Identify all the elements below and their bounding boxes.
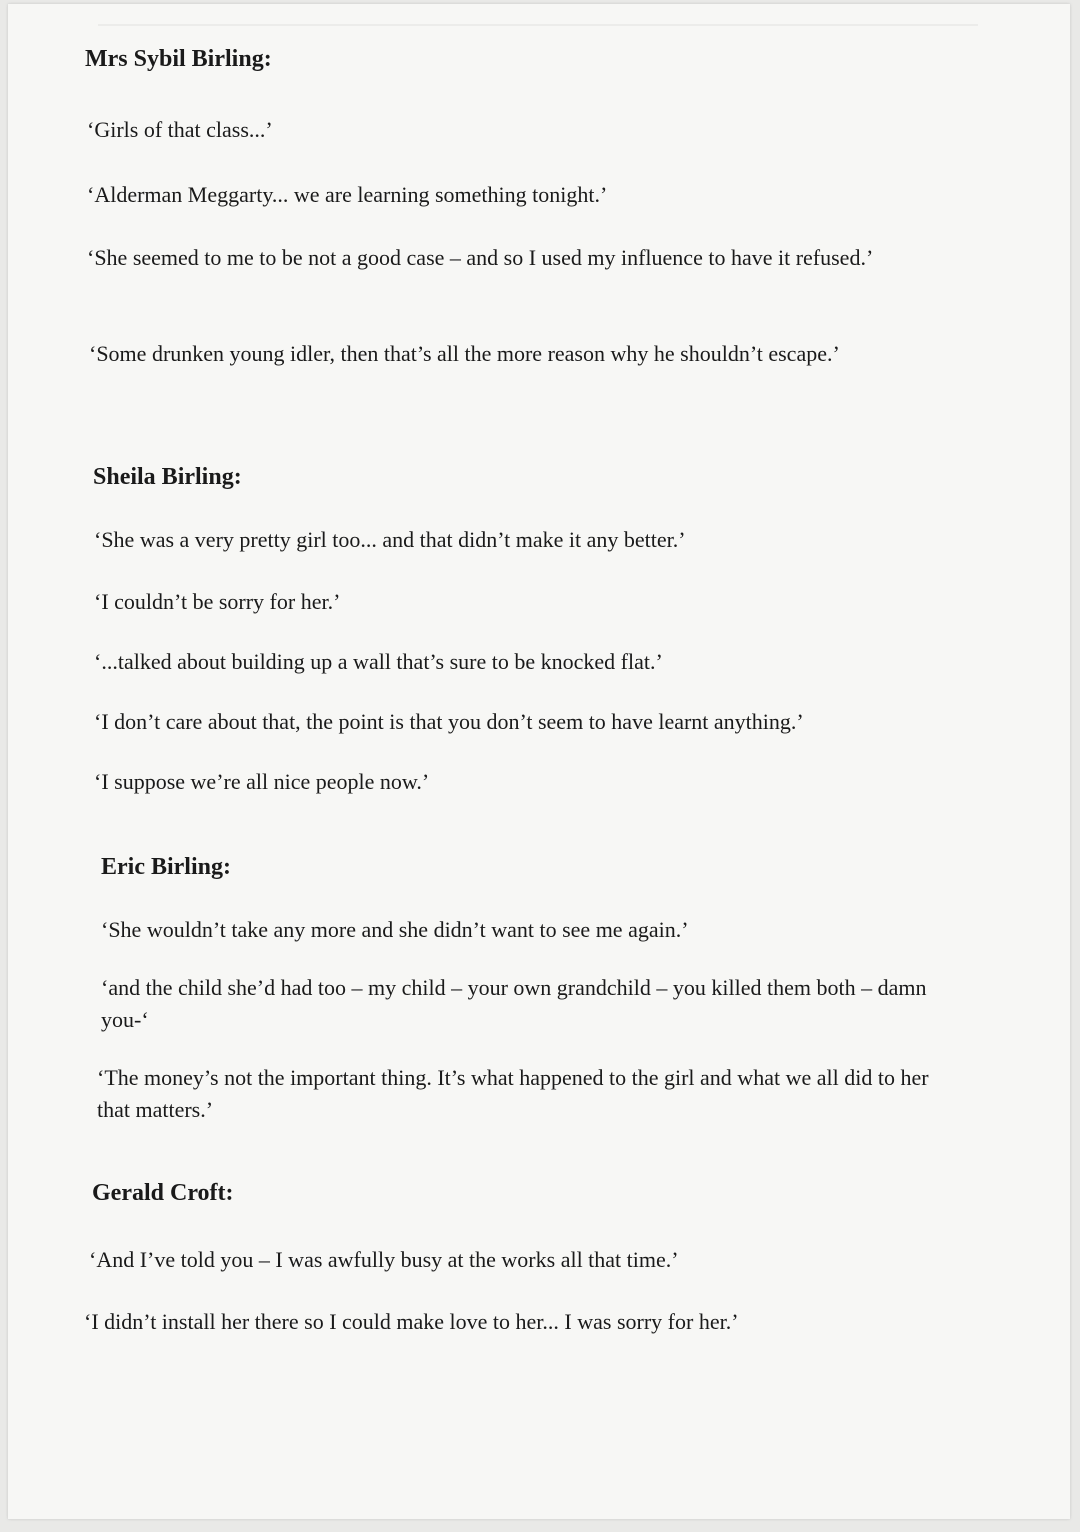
section-heading-mrs-birling: Mrs Sybil Birling: [85, 46, 272, 72]
quote: ‘I don’t care about that, the point is that you don’t seem to have learnt anything.’ [94, 709, 804, 734]
document-page [8, 4, 1070, 1519]
section-heading-sheila-birling: Sheila Birling: [93, 464, 242, 490]
quote: ‘She seemed to me to be not a good case – and so I used my influence to have it refused.’ [87, 245, 874, 270]
quote: ‘I couldn’t be sorry for her.’ [94, 589, 341, 614]
show-through [98, 24, 978, 26]
quote: ‘and the child she’d had too – my child – your own grandchild – you killed them both – damn you-‘ [101, 975, 927, 1032]
quote: ‘...talked about building up a wall that’s sure to be knocked flat.’ [94, 649, 663, 674]
quote: ‘I didn’t install her there so I could make love to her... I was sorry for her.’ [84, 1309, 739, 1334]
quote: ‘The money’s not the important thing. It’s what happened to the girl and what we all did to her that matters.’ [97, 1065, 929, 1122]
quote: ‘Some drunken young idler, then that’s all the more reason why he shouldn’t escape.’ [89, 341, 840, 366]
quote: ‘Girls of that class...’ [87, 117, 273, 142]
section-heading-eric-birling: Eric Birling: [101, 854, 231, 880]
quote: ‘Alderman Meggarty... we are learning something tonight.’ [87, 182, 608, 207]
section-heading-gerald-croft: Gerald Croft: [92, 1180, 234, 1206]
quote: ‘She was a very pretty girl too... and that didn’t make it any better.’ [94, 527, 686, 552]
quote: ‘She wouldn’t take any more and she didn’t want to see me again.’ [101, 917, 689, 942]
quote: ‘And I’ve told you – I was awfully busy at the works all that time.’ [89, 1247, 679, 1272]
quote: ‘I suppose we’re all nice people now.’ [94, 769, 430, 794]
